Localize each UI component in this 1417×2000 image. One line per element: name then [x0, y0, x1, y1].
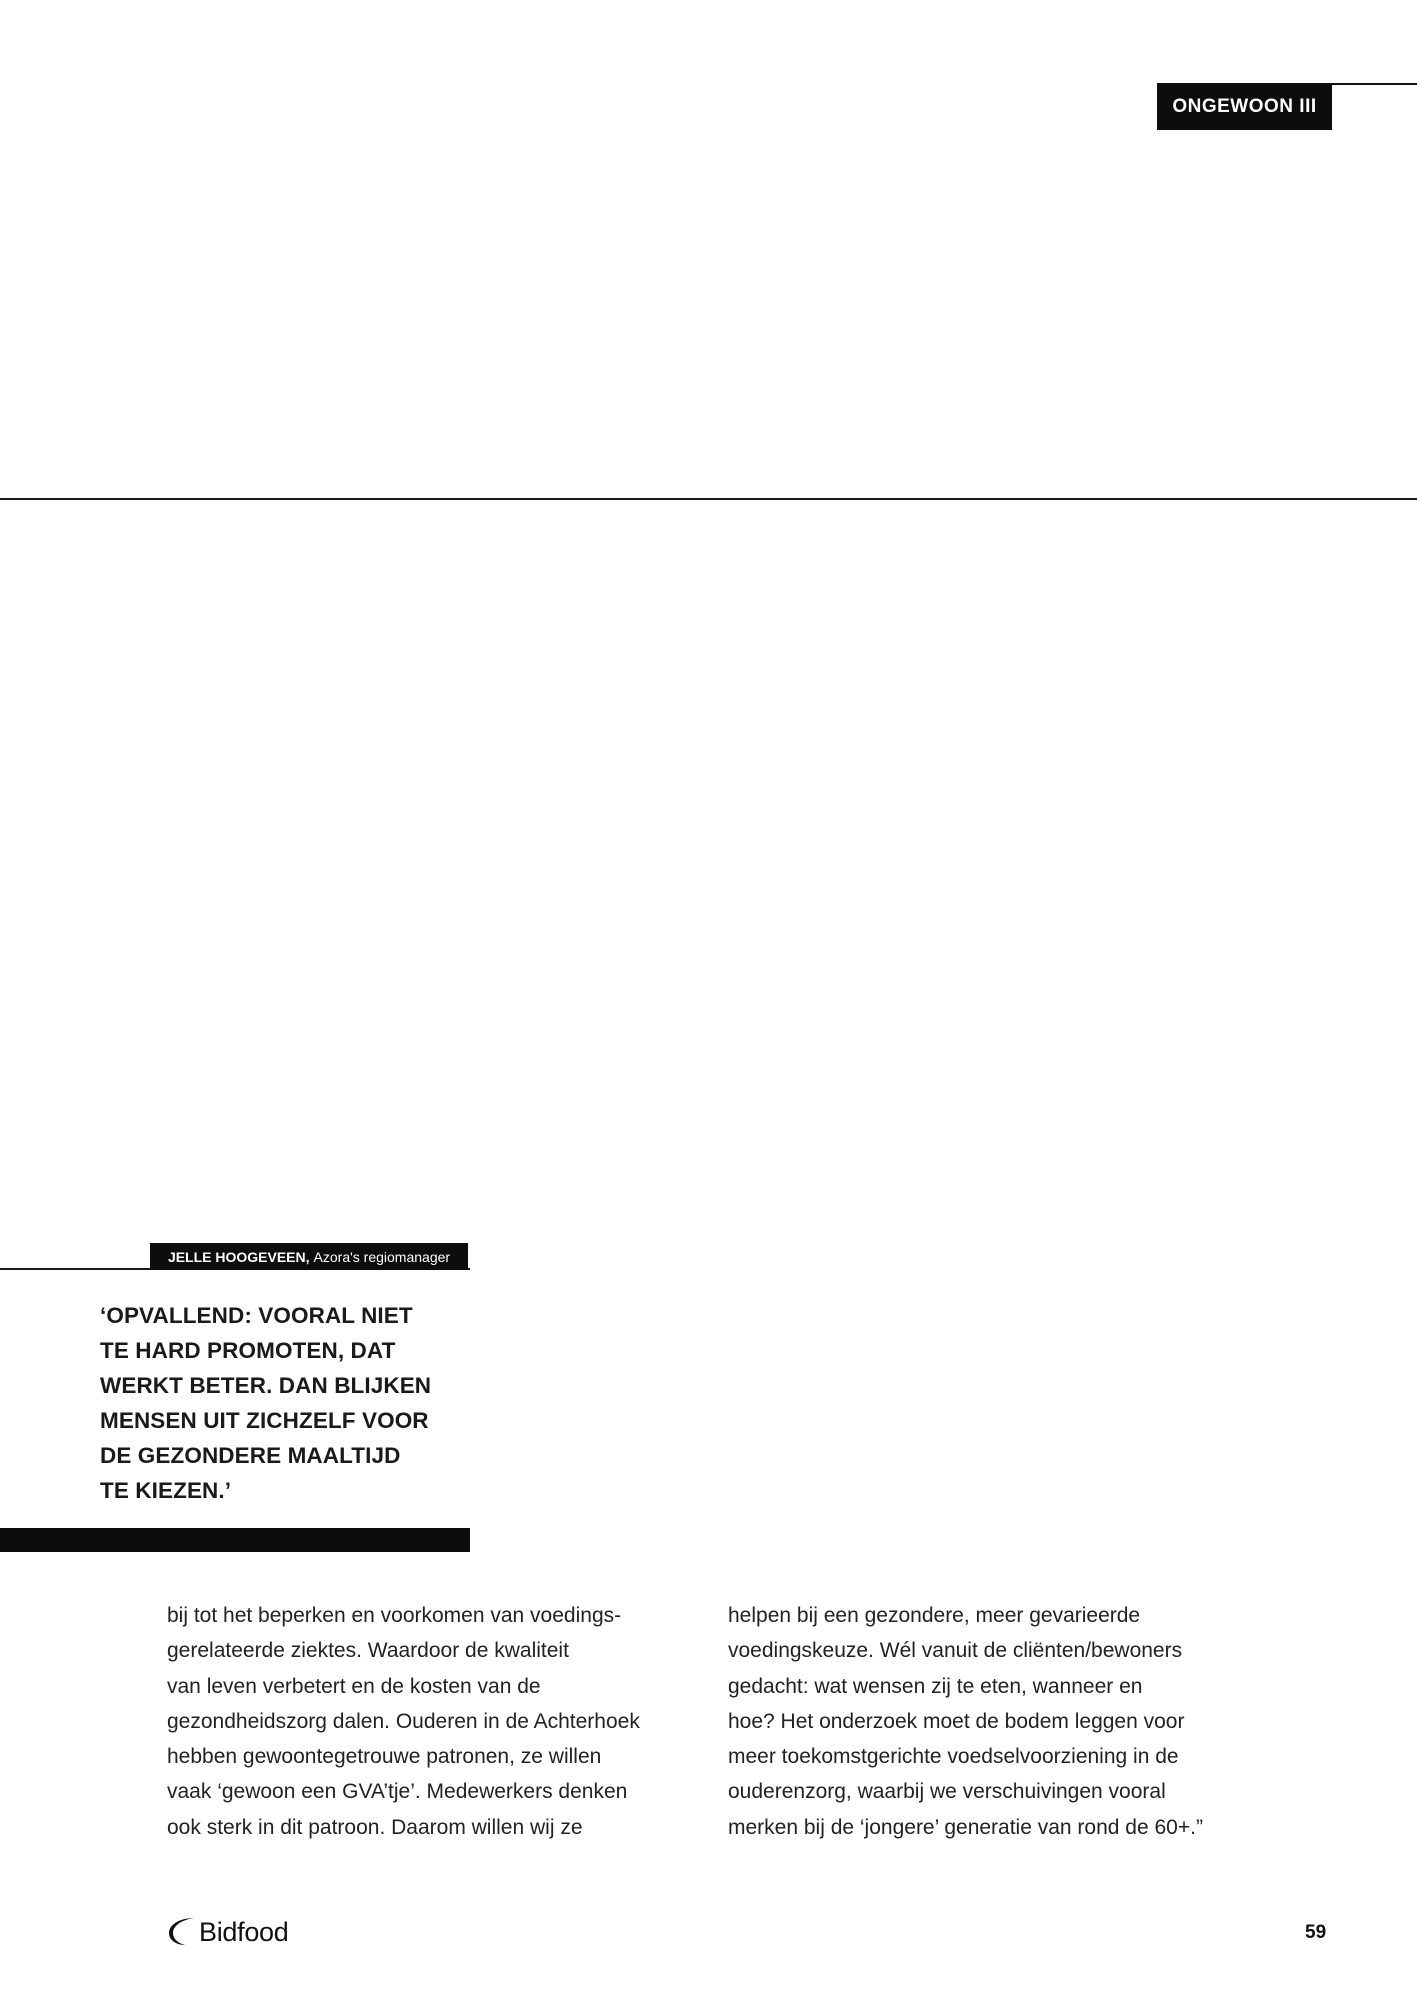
body-line: ook sterk in dit patroon. Daarom willen wij ze: [167, 1815, 583, 1839]
bidfood-logo: [167, 1914, 297, 1950]
body-column-left: [167, 1598, 687, 1845]
body-line: hoe? Het onderzoek moet de bodem leggen voor: [728, 1709, 1185, 1733]
pull-quote: [100, 1298, 460, 1508]
body-line: bij tot het beperken en voorkomen van voedings-: [167, 1604, 622, 1627]
quote-line: WERKT BETER. DAN BLIJKEN: [100, 1373, 432, 1398]
body-line: voedingskeuze. Wél vanuit de cliënten/bewoners: [728, 1639, 1183, 1663]
body-line: ouderenzorg, waarbij we verschuivingen vooral: [728, 1780, 1166, 1804]
caption-role: Azora's regiomanager: [313, 1248, 451, 1265]
body-line: gerelateerde ziektes. Waardoor de kwaliteit: [167, 1639, 569, 1663]
photo-caption: [150, 1243, 468, 1270]
quote-bottom-bar: [0, 1528, 470, 1552]
body-line: helpen bij een gezondere, meer gevarieerde: [728, 1604, 1141, 1627]
body-column-right: [728, 1598, 1248, 1845]
body-line: van leven verbetert en de kosten van de: [167, 1674, 541, 1698]
header-rule: [1330, 83, 1417, 85]
page-number: 59: [1305, 1922, 1327, 1943]
body-line: merken bij de ‘jongere’ generatie van rond de 60+.”: [728, 1815, 1203, 1839]
caption-name: JELLE HOOGEVEEN,: [167, 1248, 310, 1265]
body-line: meer toekomstgerichte voedselvoorziening in de: [728, 1745, 1179, 1769]
logo-text: Bidfood: [199, 1916, 289, 1947]
bidfood-swoosh-icon: [167, 1915, 197, 1949]
body-line: hebben gewoontegetrouwe patronen, ze willen: [167, 1745, 602, 1769]
quote-line: ‘OPVALLEND: VOORAL NIET: [100, 1303, 413, 1328]
section-tag: ONGEWOON III: [1157, 83, 1332, 130]
body-line: gezondheidszorg dalen. Ouderen in de Achterhoek: [167, 1709, 640, 1733]
quote-line: DE GEZONDERE MAALTIJD: [100, 1443, 401, 1468]
quote-line: TE KIEZEN.’: [100, 1478, 232, 1503]
photo-area: [333, 502, 1249, 1412]
quote-line: MENSEN UIT ZICHZELF VOOR: [100, 1408, 429, 1433]
body-line: gedacht: wat wensen zij te eten, wanneer en: [728, 1674, 1143, 1698]
photo-top-rule: [0, 498, 1417, 500]
body-line: vaak ‘gewoon een GVA’tje’. Medewerkers denken: [167, 1780, 628, 1804]
quote-line: TE HARD PROMOTEN, DAT: [100, 1338, 396, 1363]
